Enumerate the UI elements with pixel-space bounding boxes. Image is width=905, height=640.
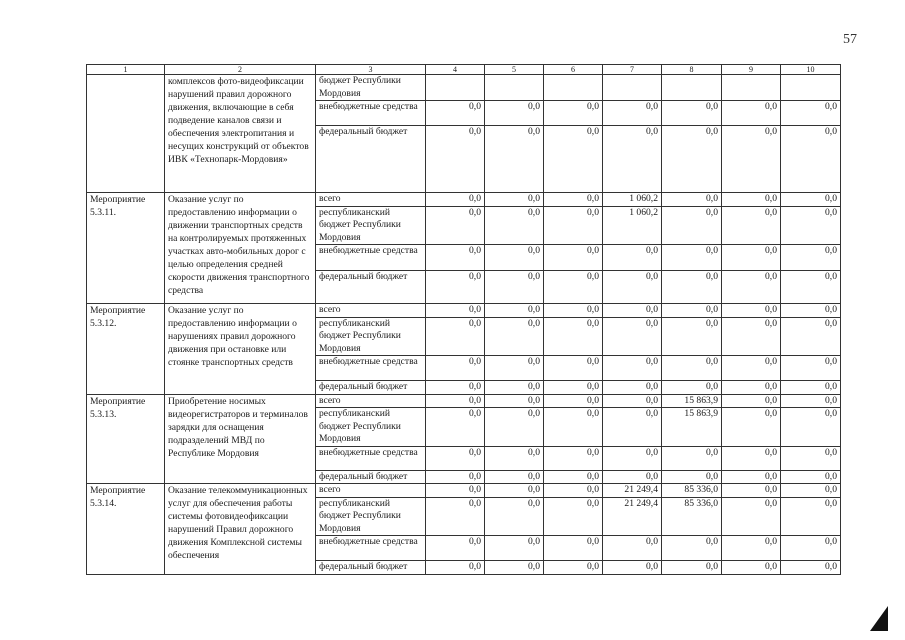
amount-cell: 21 249,4 [603, 484, 662, 498]
column-header: 1 [87, 65, 165, 75]
amount-cell: 0,0 [781, 536, 841, 561]
amount-cell: 0,0 [603, 304, 662, 318]
amount-cell: 0,0 [544, 470, 603, 484]
amount-cell: 0,0 [781, 101, 841, 126]
amount-cell: 0,0 [662, 446, 722, 470]
column-header: 6 [544, 65, 603, 75]
amount-cell: 0,0 [603, 126, 662, 193]
amount-cell: 0,0 [544, 484, 603, 498]
amount-cell: 0,0 [485, 497, 544, 536]
measure-code: Мероприятие 5.3.11. [87, 193, 165, 304]
funding-source: внебюджетные средства [316, 356, 426, 381]
amount-cell: 0,0 [426, 271, 485, 304]
amount-cell: 0,0 [426, 394, 485, 408]
amount-cell: 0,0 [544, 394, 603, 408]
budget-table [86, 64, 841, 575]
amount-cell: 0,0 [485, 304, 544, 318]
amount-cell: 0,0 [781, 497, 841, 536]
amount-cell: 0,0 [485, 484, 544, 498]
amount-cell: 0,0 [722, 394, 781, 408]
amount-cell: 0,0 [722, 304, 781, 318]
amount-cell: 0,0 [662, 193, 722, 207]
measure-description: Оказание телекоммуникационных услуг для обеспечения работы системы фотовидеофиксации нарушений Правил дорожного движения Комплексной системы обеспечения [165, 484, 316, 575]
amount-cell: 0,0 [722, 408, 781, 447]
measure-code: Мероприятие 5.3.12. [87, 304, 165, 395]
amount-cell: 0,0 [722, 497, 781, 536]
amount-cell: 0,0 [485, 101, 544, 126]
funding-source: всего [316, 193, 426, 207]
amount-cell: 0,0 [426, 408, 485, 447]
amount-cell: 0,0 [544, 317, 603, 356]
amount-cell [426, 75, 485, 101]
amount-cell [485, 75, 544, 101]
amount-cell: 0,0 [485, 408, 544, 447]
amount-cell: 0,0 [722, 126, 781, 193]
amount-cell: 0,0 [485, 381, 544, 395]
funding-source: федеральный бюджет [316, 271, 426, 304]
amount-cell: 0,0 [426, 126, 485, 193]
amount-cell: 0,0 [722, 356, 781, 381]
amount-cell: 0,0 [662, 245, 722, 271]
amount-cell: 0,0 [781, 271, 841, 304]
amount-cell: 0,0 [426, 446, 485, 470]
amount-cell: 0,0 [544, 126, 603, 193]
amount-cell: 0,0 [426, 304, 485, 318]
amount-cell: 85 336,0 [662, 497, 722, 536]
amount-cell: 0,0 [781, 304, 841, 318]
amount-cell: 0,0 [722, 561, 781, 575]
amount-cell: 0,0 [544, 381, 603, 395]
amount-cell: 0,0 [722, 470, 781, 484]
amount-cell: 0,0 [544, 561, 603, 575]
funding-source: федеральный бюджет [316, 561, 426, 575]
amount-cell: 0,0 [722, 101, 781, 126]
amount-cell [781, 75, 841, 101]
amount-cell: 0,0 [603, 536, 662, 561]
table-row [87, 394, 841, 408]
amount-cell: 0,0 [544, 446, 603, 470]
amount-cell: 0,0 [722, 381, 781, 395]
column-header-row [87, 65, 841, 75]
funding-source: всего [316, 484, 426, 498]
funding-source: внебюджетные средства [316, 245, 426, 271]
funding-source: республиканский бюджет Республики Мордовия [316, 317, 426, 356]
measure-description: Оказание услуг по предоставлению информации о нарушениях правил дорожного движения при остановке или стоянке транспортных средств [165, 304, 316, 395]
amount-cell: 0,0 [544, 193, 603, 207]
funding-source: внебюджетные средства [316, 536, 426, 561]
amount-cell: 0,0 [603, 394, 662, 408]
table-row [87, 484, 841, 498]
amount-cell: 0,0 [722, 271, 781, 304]
amount-cell: 0,0 [544, 356, 603, 381]
amount-cell: 0,0 [722, 536, 781, 561]
amount-cell: 0,0 [485, 536, 544, 561]
amount-cell: 0,0 [781, 317, 841, 356]
amount-cell: 21 249,4 [603, 497, 662, 536]
funding-source: бюджет Республики Мордовия [316, 75, 426, 101]
amount-cell: 0,0 [485, 394, 544, 408]
amount-cell: 0,0 [722, 245, 781, 271]
amount-cell: 0,0 [662, 271, 722, 304]
amount-cell: 15 863,9 [662, 394, 722, 408]
amount-cell [722, 75, 781, 101]
amount-cell: 0,0 [781, 193, 841, 207]
amount-cell: 0,0 [485, 206, 544, 245]
amount-cell: 0,0 [722, 206, 781, 245]
funding-source: республиканский бюджет Республики Мордовия [316, 497, 426, 536]
amount-cell: 0,0 [544, 408, 603, 447]
amount-cell: 1 060,2 [603, 206, 662, 245]
amount-cell: 0,0 [662, 126, 722, 193]
amount-cell: 0,0 [722, 484, 781, 498]
amount-cell: 0,0 [662, 101, 722, 126]
amount-cell: 0,0 [426, 381, 485, 395]
amount-cell: 0,0 [603, 561, 662, 575]
column-header: 8 [662, 65, 722, 75]
column-header: 2 [165, 65, 316, 75]
table-row [87, 75, 841, 101]
funding-source: федеральный бюджет [316, 381, 426, 395]
amount-cell: 0,0 [426, 484, 485, 498]
measure-description: Приобретение носимых видеорегистраторов и терминалов зарядки для оснащения подразделений МВД по Республике Мордовия [165, 394, 316, 484]
amount-cell: 0,0 [603, 408, 662, 447]
column-header: 5 [485, 65, 544, 75]
amount-cell: 0,0 [544, 536, 603, 561]
measure-code: Мероприятие 5.3.13. [87, 394, 165, 484]
page-number: 57 [843, 32, 857, 47]
amount-cell: 0,0 [722, 317, 781, 356]
funding-source: внебюджетные средства [316, 101, 426, 126]
amount-cell: 0,0 [603, 356, 662, 381]
amount-cell: 0,0 [662, 536, 722, 561]
amount-cell: 0,0 [781, 245, 841, 271]
funding-source: федеральный бюджет [316, 126, 426, 193]
amount-cell [662, 75, 722, 101]
column-header: 4 [426, 65, 485, 75]
amount-cell [544, 75, 603, 101]
amount-cell: 0,0 [781, 470, 841, 484]
amount-cell: 0,0 [603, 245, 662, 271]
amount-cell: 0,0 [603, 381, 662, 395]
amount-cell: 0,0 [544, 206, 603, 245]
amount-cell: 0,0 [426, 536, 485, 561]
amount-cell: 0,0 [485, 356, 544, 381]
amount-cell: 0,0 [485, 271, 544, 304]
table-row [87, 193, 841, 207]
column-header: 3 [316, 65, 426, 75]
amount-cell: 0,0 [544, 304, 603, 318]
measure-description: комплексов фото-видеофиксации нарушений правил дорожного движения, включающие в себя подведение каналов связи и обеспечения электропитания и несущих конструкций от объектов ИВК «Технопарк-Мордовия» [165, 75, 316, 193]
amount-cell: 0,0 [781, 356, 841, 381]
amount-cell: 0,0 [722, 446, 781, 470]
amount-cell: 0,0 [544, 497, 603, 536]
amount-cell: 0,0 [426, 206, 485, 245]
amount-cell: 0,0 [603, 317, 662, 356]
amount-cell: 0,0 [603, 470, 662, 484]
amount-cell: 0,0 [603, 446, 662, 470]
table-row [87, 304, 841, 318]
measure-description: Оказание услуг по предоставлению информации о движении транспортных средств на контролируемых протяженных участках авто-мобильных дорог с целью определения средней скорости движения транспортного средства [165, 193, 316, 304]
measure-code: Мероприятие 5.3.14. [87, 484, 165, 575]
amount-cell: 0,0 [781, 484, 841, 498]
amount-cell: 0,0 [781, 446, 841, 470]
funding-source: республиканский бюджет Республики Мордовия [316, 206, 426, 245]
amount-cell [603, 75, 662, 101]
funding-source: республиканский бюджет Республики Мордовия [316, 408, 426, 447]
amount-cell: 0,0 [544, 101, 603, 126]
corner-mark-icon [867, 604, 891, 632]
amount-cell: 0,0 [485, 446, 544, 470]
amount-cell: 0,0 [426, 193, 485, 207]
amount-cell: 0,0 [662, 304, 722, 318]
amount-cell: 0,0 [781, 561, 841, 575]
amount-cell: 0,0 [781, 206, 841, 245]
amount-cell: 0,0 [485, 245, 544, 271]
funding-source: федеральный бюджет [316, 470, 426, 484]
column-header: 7 [603, 65, 662, 75]
amount-cell: 0,0 [544, 245, 603, 271]
amount-cell: 0,0 [426, 561, 485, 575]
amount-cell: 0,0 [426, 245, 485, 271]
amount-cell: 0,0 [485, 561, 544, 575]
column-header: 9 [722, 65, 781, 75]
amount-cell: 0,0 [662, 206, 722, 245]
funding-source: всего [316, 394, 426, 408]
amount-cell: 0,0 [781, 408, 841, 447]
amount-cell: 85 336,0 [662, 484, 722, 498]
amount-cell: 0,0 [426, 101, 485, 126]
amount-cell: 0,0 [662, 381, 722, 395]
amount-cell: 15 863,9 [662, 408, 722, 447]
table-body [87, 75, 841, 575]
amount-cell: 0,0 [485, 126, 544, 193]
amount-cell: 0,0 [485, 470, 544, 484]
amount-cell: 0,0 [781, 394, 841, 408]
amount-cell: 0,0 [662, 317, 722, 356]
amount-cell: 0,0 [781, 126, 841, 193]
amount-cell: 0,0 [426, 317, 485, 356]
amount-cell: 0,0 [426, 356, 485, 381]
amount-cell: 0,0 [662, 470, 722, 484]
funding-source: внебюджетные средства [316, 446, 426, 470]
amount-cell: 1 060,2 [603, 193, 662, 207]
funding-source: всего [316, 304, 426, 318]
measure-code [87, 75, 165, 193]
amount-cell: 0,0 [662, 356, 722, 381]
amount-cell: 0,0 [426, 470, 485, 484]
amount-cell: 0,0 [662, 561, 722, 575]
amount-cell: 0,0 [781, 381, 841, 395]
amount-cell: 0,0 [485, 317, 544, 356]
amount-cell: 0,0 [485, 193, 544, 207]
column-header: 10 [781, 65, 841, 75]
amount-cell: 0,0 [722, 193, 781, 207]
amount-cell: 0,0 [544, 271, 603, 304]
amount-cell: 0,0 [603, 271, 662, 304]
amount-cell: 0,0 [603, 101, 662, 126]
amount-cell: 0,0 [426, 497, 485, 536]
